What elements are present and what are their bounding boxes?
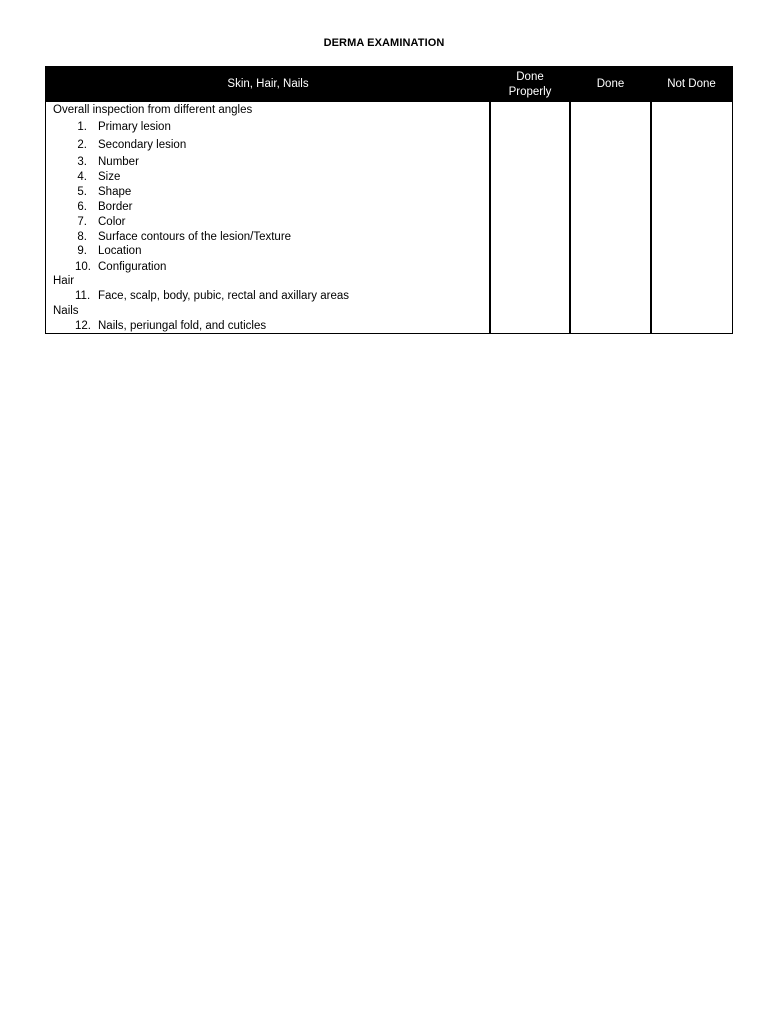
header-skin-hair-nails: Skin, Hair, Nails xyxy=(227,78,309,90)
section-heading-nails: Nails xyxy=(53,305,79,317)
column-divider xyxy=(650,102,652,333)
column-divider xyxy=(569,102,571,333)
page-title: DERMA EXAMINATION xyxy=(323,37,445,49)
header-not-done: Not Done xyxy=(667,78,716,90)
section-heading-skin: Overall inspection from different angles xyxy=(53,104,253,116)
table-header-row xyxy=(46,67,732,102)
header-done: Done xyxy=(596,78,625,90)
column-divider xyxy=(489,102,491,333)
header-done-properly: Done Properly xyxy=(508,70,552,98)
section-heading-hair: Hair xyxy=(53,275,75,287)
derma-checklist-table: Skin, Hair, Nails Done Properly Done Not Done Overall inspection from different angles 1. Primary lesion 2. Secondary lesion 3. Number 4. Size 5. Shape 6. Border 7. Color 8. Surface contours of the lesion/Texture 9. Location 10. Configuration Hair 11. Face, scalp, body, pubic, rectal and axillary areas Nails 12. Nails, periungal fold, and cuticles xyxy=(45,66,733,334)
